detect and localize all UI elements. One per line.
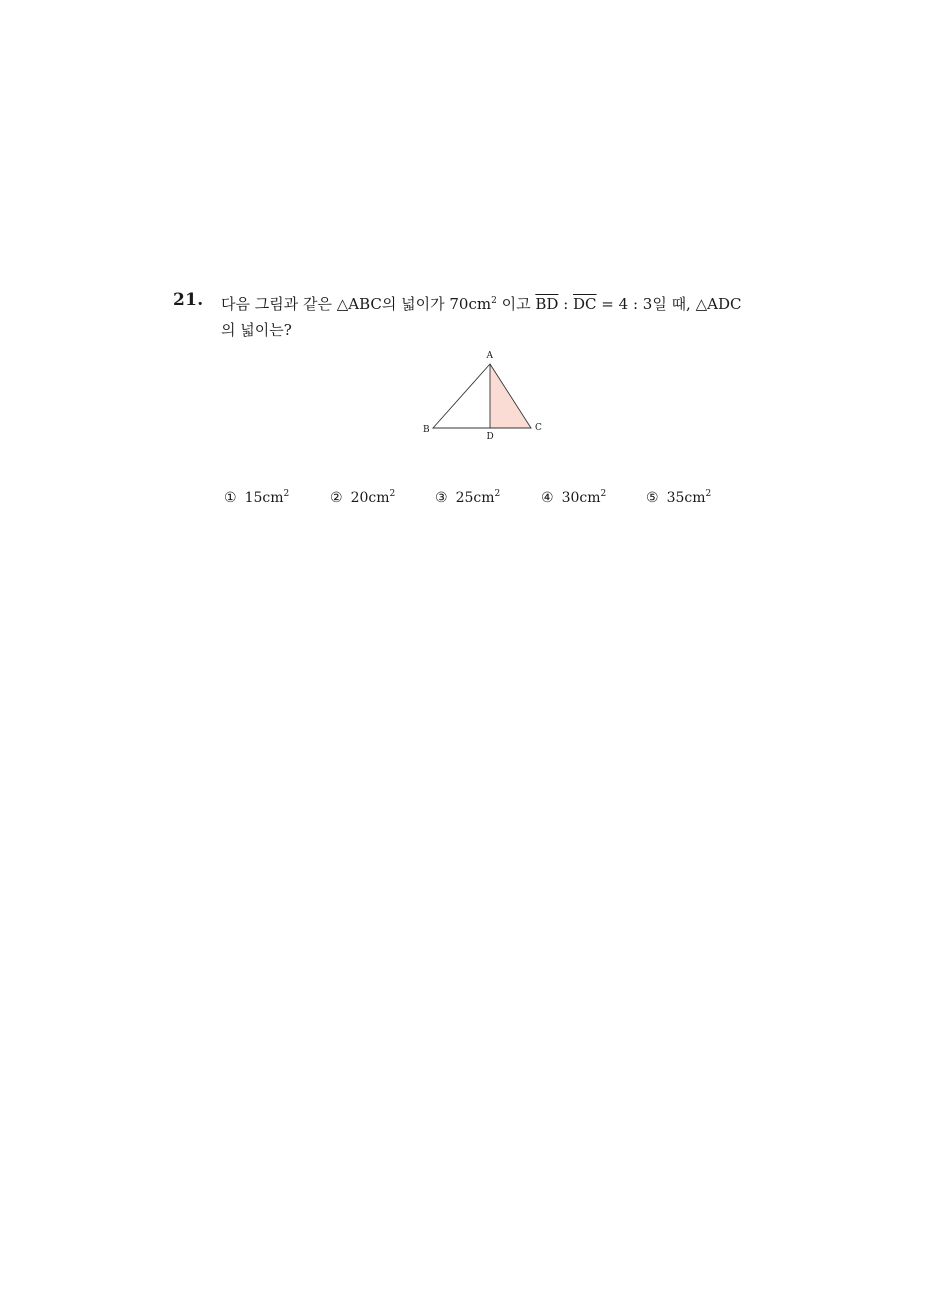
vertex-label-b: B (423, 425, 430, 435)
question-text-part-4: = 4 : 3일 때, △ADC (596, 295, 742, 313)
choice-4-marker: ④ (541, 490, 554, 506)
choice-3-value: 25cm (455, 490, 495, 506)
choice-2-exponent: 2 (389, 489, 396, 499)
choice-1[interactable] (224, 490, 289, 506)
choice-1-exponent: 2 (283, 489, 290, 499)
question-text-part-1: 다음 그림과 같은 △ABC의 넓이가 70cm (221, 295, 492, 313)
choice-5-exponent: 2 (705, 489, 712, 499)
choice-5-value: 35cm (666, 490, 706, 506)
choice-2[interactable] (330, 490, 395, 506)
vertex-label-a: A (486, 351, 493, 361)
choice-5[interactable] (646, 490, 711, 506)
segment-dc: $\overline{DC}$ (573, 295, 597, 313)
choice-4-value: 30cm (561, 490, 601, 506)
choice-4[interactable] (541, 490, 606, 506)
question-line-1 (221, 291, 781, 317)
choice-1-value: 15cm (244, 490, 284, 506)
choice-2-value: 20cm (350, 490, 390, 506)
choice-1-marker: ① (224, 490, 237, 506)
problem-number: 21. (173, 290, 204, 310)
question-text-part-2: 이고 (496, 295, 536, 313)
vertex-label-c: C (535, 423, 542, 433)
choice-2-marker: ② (330, 490, 343, 506)
question-text (221, 291, 781, 343)
choice-3[interactable] (435, 490, 500, 506)
vertex-label-d: D (486, 432, 494, 442)
question-line-2: 의 넓이는? (221, 321, 292, 339)
choice-5-marker: ⑤ (646, 490, 659, 506)
choice-3-exponent: 2 (494, 489, 501, 499)
triangle-figure (418, 346, 550, 446)
choice-4-exponent: 2 (600, 489, 607, 499)
question-text-part-3: : (558, 295, 574, 313)
area-unit-exponent: 2 (491, 296, 497, 306)
answer-choices (224, 490, 744, 512)
segment-bd: $\overline{BD}$ (535, 295, 559, 313)
choice-3-marker: ③ (435, 490, 448, 506)
